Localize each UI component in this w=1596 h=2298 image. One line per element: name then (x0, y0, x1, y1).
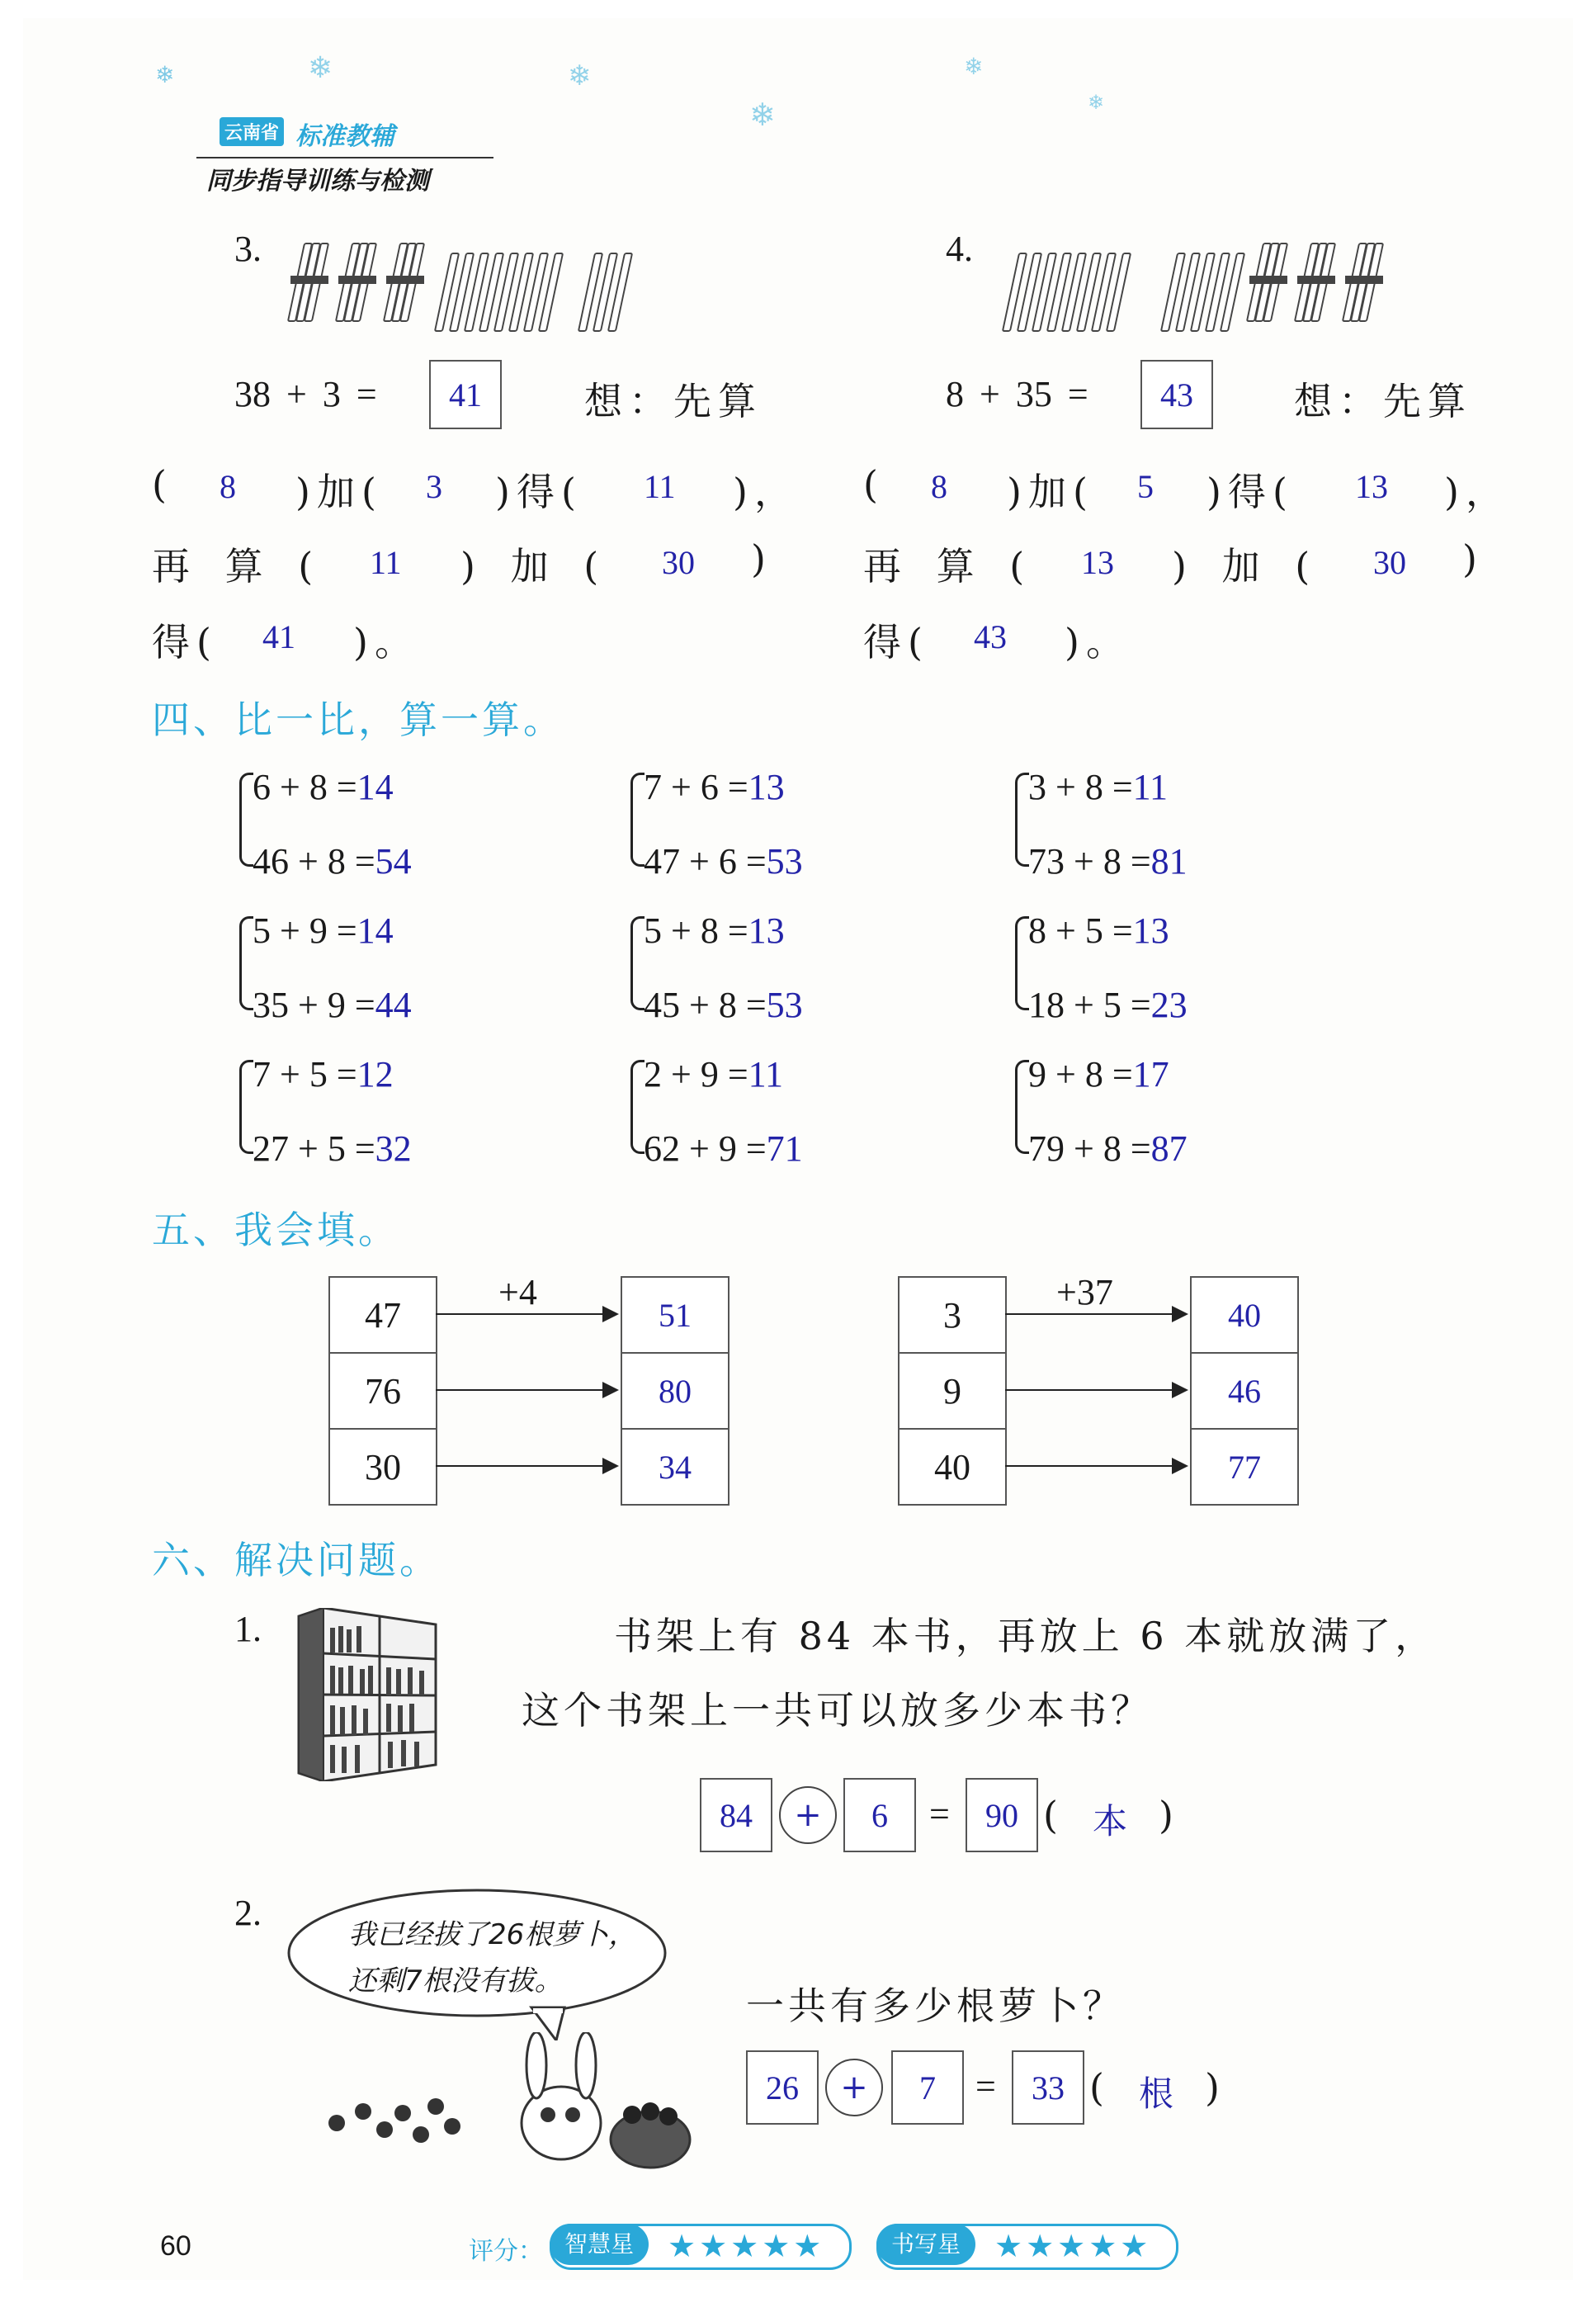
q4-line3-again: 再 算 ( (863, 544, 1036, 589)
bubble-line2: 还剩7根没有拔。 (348, 1965, 563, 1998)
section5-title: 五、我会填。 (152, 1208, 399, 1252)
stick-bundle (1254, 243, 1282, 322)
table2-arrows (1005, 1276, 1192, 1504)
brace (239, 1060, 253, 1154)
eq-bottom: 35 + 9 =44 (253, 985, 412, 1025)
eq-bottom: 47 + 6 =53 (644, 841, 803, 882)
brace (630, 1060, 645, 1154)
stick-bundle (343, 243, 371, 322)
q3-line2-open: ( (152, 462, 173, 507)
badge-writing-star (876, 2224, 1178, 2270)
p1-result: 90 (966, 1778, 1038, 1852)
q4-line3-close: ) (1462, 537, 1484, 581)
p1-addend-a: 84 (700, 1778, 772, 1852)
table2-input: 9 (898, 1352, 1007, 1430)
eq-top: 8 + 5 =13 (1028, 910, 1169, 951)
table1-input: 30 (328, 1428, 437, 1506)
bookshelf-illustration (290, 1608, 444, 1781)
q4-number: 4. (946, 229, 973, 269)
q4-blank-b: 5 (1137, 468, 1154, 505)
eq-bottom: 79 + 8 =87 (1028, 1128, 1188, 1169)
p1-operator: + (779, 1786, 837, 1844)
p1-addend-b: 6 (843, 1778, 916, 1852)
p1-paren-close: ) (1159, 1793, 1180, 1837)
eq-top: 9 + 8 =17 (1028, 1054, 1169, 1095)
brace (630, 916, 645, 1010)
q4-blank-f: 43 (974, 618, 1007, 655)
badge2-label: 书写星 (876, 2224, 975, 2265)
eq-top: 7 + 5 =12 (253, 1054, 394, 1095)
eq-bottom: 62 + 9 =71 (644, 1128, 803, 1169)
q3-line4-get: 得( (152, 620, 218, 664)
brand-tag: 云南省 (220, 117, 284, 146)
score-label: 评分： (469, 2237, 543, 2266)
p1-unit: 本 (1093, 1804, 1128, 1842)
p2-result: 33 (1012, 2050, 1084, 2125)
rabbit-carrot-illustration (320, 2032, 708, 2173)
q3-line3-close: ) (751, 537, 772, 581)
header-subtitle: 同步指导训练与检测 (206, 167, 429, 196)
q3-blank-e: 30 (662, 544, 695, 581)
q4-line2-close: )， (1444, 470, 1510, 514)
eq-bottom: 18 + 5 =23 (1028, 985, 1188, 1025)
q3-blank-d: 11 (370, 544, 402, 581)
eq-bottom: 46 + 8 =54 (253, 841, 412, 882)
p1-paren-open: ( (1043, 1793, 1065, 1837)
q3-think-label: 想：先算 (584, 379, 763, 423)
table1-output: 51 (621, 1276, 730, 1354)
q4-blank-c: 13 (1355, 468, 1388, 505)
stick-bundle (1350, 243, 1378, 322)
p2-addend-b: 7 (891, 2050, 964, 2125)
q4-think-label: 想：先算 (1294, 379, 1472, 423)
badge-wisdom-star (550, 2224, 852, 2270)
eq-top: 5 + 9 =14 (253, 910, 394, 951)
q4-equation: 8 + 35 = (946, 374, 1088, 414)
table1-output: 34 (621, 1428, 730, 1506)
table1-output: 80 (621, 1352, 730, 1430)
p2-number: 2. (234, 1893, 262, 1933)
table2-output: 40 (1190, 1276, 1299, 1354)
badge1-label: 智慧星 (550, 2224, 649, 2265)
table1-arrows (436, 1276, 622, 1504)
p2-question: 一共有多少根萝卜？ (746, 1984, 1125, 2028)
bubble-line1: 我已经拔了26根萝卜， (348, 1918, 637, 1951)
eq-bottom: 27 + 5 =32 (253, 1128, 412, 1169)
q3-equation: 38 + 3 = (234, 374, 377, 414)
eq-top: 5 + 8 =13 (644, 910, 785, 951)
p2-operator: + (825, 2059, 883, 2116)
stick-bundle (295, 243, 323, 322)
q4-blank-a: 8 (931, 468, 947, 505)
section4-title: 四、比一比，算一算。 (152, 697, 564, 742)
table2-input: 3 (898, 1276, 1007, 1354)
table2-input: 40 (898, 1428, 1007, 1506)
q3-blank-c: 11 (644, 468, 676, 505)
stick-bundle (1302, 243, 1330, 322)
q3-blank-a: 8 (220, 468, 236, 505)
brace (1015, 773, 1029, 867)
p1-line2: 这个书架上一共可以放多少本书？ (522, 1688, 1153, 1733)
brace (1015, 1060, 1029, 1154)
brace (239, 916, 253, 1010)
table1-input: 47 (328, 1276, 437, 1354)
brace (1015, 916, 1029, 1010)
q3-get-word: )得( (495, 470, 583, 514)
brace (239, 773, 253, 867)
p2-unit: 根 (1139, 2076, 1174, 2114)
p2-equals: = (975, 2066, 996, 2106)
page-number: 60 (160, 2230, 191, 2262)
p1-line1: 书架上有 84 本书，再放上 6 本就放满了， (614, 1614, 1438, 1658)
q4-blank-d: 13 (1081, 544, 1114, 581)
table1-input: 76 (328, 1352, 437, 1430)
q3-plus-word: )加( (295, 470, 383, 514)
speech-bubble (284, 1887, 685, 2040)
table2-op: +37 (1056, 1272, 1113, 1312)
q4-result-box: 43 (1140, 360, 1213, 429)
brace (630, 773, 645, 867)
eq-bottom: 73 + 8 =81 (1028, 841, 1188, 882)
eq-top: 6 + 8 =14 (253, 767, 394, 807)
q3-line3-again: 再 算 ( (152, 544, 325, 589)
q4-plus-word: )加( (1007, 470, 1094, 514)
q3-sticks-illustration (295, 234, 642, 333)
table1-op: +4 (498, 1272, 537, 1312)
header-rule (196, 157, 493, 158)
table2-output: 77 (1190, 1428, 1299, 1506)
eq-top: 7 + 6 =13 (644, 767, 785, 807)
p2-paren-close: ) (1205, 2065, 1226, 2110)
table2-output: 46 (1190, 1352, 1299, 1430)
q3-line3-plus: ) 加 ( (460, 544, 611, 589)
q3-blank-b: 3 (426, 468, 442, 505)
p1-equals: = (929, 1794, 950, 1834)
q4-line2-open: ( (863, 462, 885, 507)
badge2-stars: ★★★★★ (994, 2228, 1152, 2264)
brand-logo (220, 116, 446, 151)
q3-blank-f: 41 (262, 618, 295, 655)
badge1-stars: ★★★★★ (668, 2228, 825, 2264)
p2-paren-open: ( (1089, 2065, 1111, 2110)
q4-line3-plus: ) 加 ( (1172, 544, 1322, 589)
eq-bottom: 45 + 8 =53 (644, 985, 803, 1025)
q3-line4-close: )。 (353, 620, 419, 664)
q3-number: 3. (234, 229, 262, 269)
q4-line4-get: 得( (863, 620, 929, 664)
stick-bundle (391, 243, 419, 322)
brand-name: 标准教辅 (295, 122, 394, 151)
workbook-page: ❄ ❄ ❄ ❄ ❄ ❄ 云南省 标准教辅 同步指导训练与检测 3. 38 + 3 = 41 想：先算 ( 8 )加( 3 )得( 11 )， 再 算 ( 11 ) 加 ( 30 ) 得( 41 )。 4. 8 + 35 = 43 想：先算 ( 8 )加( 5 )得( 13 )， 再 算 ( 13 ) 加 ( 30 ) 得( 43 )。 四、比一比，算一算。 6 + 8 =14 46 + 8 =54 7 + 6 =13 47 + 6 =53 3 + 8 =11 73 + 8 =81 5 + 9 =14 35 + 9 =44 5 + 8 =13 45 + 8 =53 8 + 5 =13 18 + 5 =23 7 + 5 =12 27 + 5 =32 2 + 9 =11 62 + 9 =71 9 + 8 =17 79 + 8 =87 五、我会填。 +4 47 76 30 51 80 34 +37 3 9 40 40 46 77 六、解决问题。 1. 书架上有 84 本书，再放上 6 本就放满了， 这个书架上一共可以放多少本书？ 84 + 6 = 90 ( 本 ) 2. 我已经拔了26根萝卜， 还剩7根没有拔。 一共有多少根萝卜？ 26 + 7 = 33 ( 根 ) 60 评分： 智慧星 ★★★★★ 书写星 ★★★★★ (23, 18, 1573, 2280)
section6-title: 六、解决问题。 (152, 1538, 441, 1582)
eq-top: 3 + 8 =11 (1028, 767, 1169, 807)
q3-line2-close: )， (733, 470, 799, 514)
q3-result-box: 41 (429, 360, 502, 429)
q4-blank-e: 30 (1373, 544, 1406, 581)
eq-top: 2 + 9 =11 (644, 1054, 784, 1095)
p2-addend-a: 26 (746, 2050, 819, 2125)
q4-line4-close: )。 (1065, 620, 1131, 664)
q4-sticks-illustration (1010, 234, 1505, 333)
q4-get-word: )得( (1206, 470, 1294, 514)
p1-number: 1. (234, 1609, 262, 1649)
